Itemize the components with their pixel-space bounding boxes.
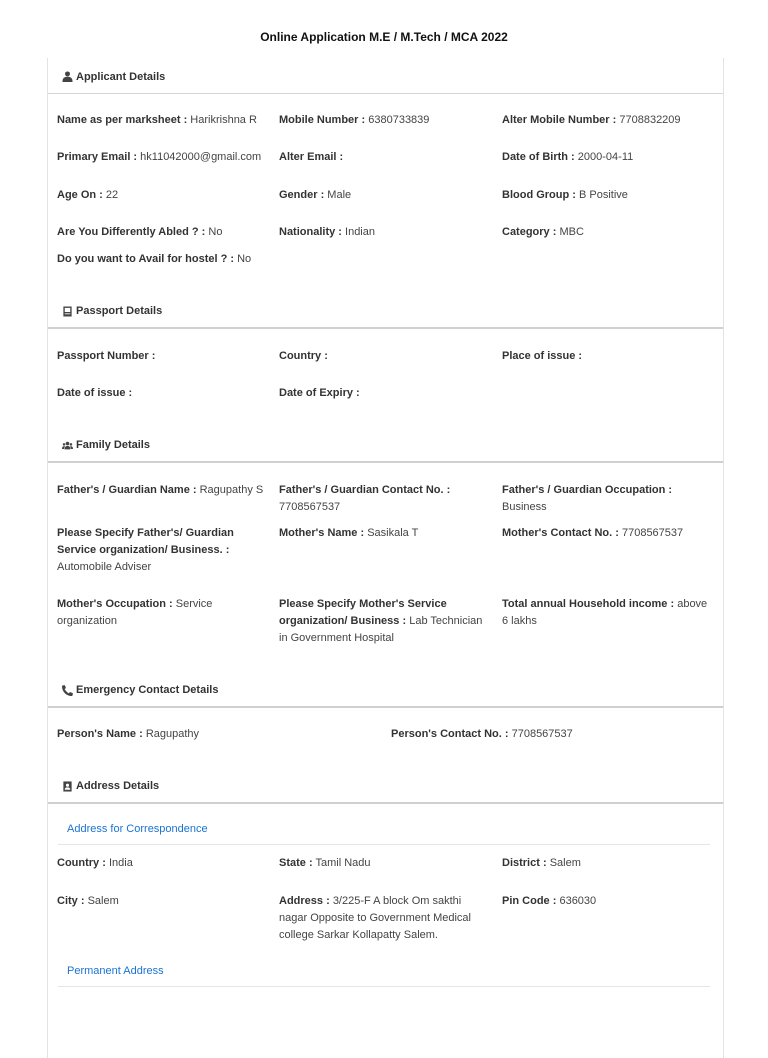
field-dob: Date of Birth : 2000-04-11 <box>502 151 634 163</box>
section-title: Passport Details <box>76 305 163 317</box>
section-title: Applicant Details <box>76 70 166 83</box>
value-dob: 2000-04-11 <box>577 151 634 163</box>
value-name: Harikrishna R <box>190 114 257 126</box>
field-passport-number: Passport Number : <box>57 350 156 362</box>
value-differently-abled: No <box>208 226 223 238</box>
value-blood-group: B Positive <box>579 189 628 201</box>
field-address-city: City : Salem <box>57 895 119 907</box>
field-mother-occupation: Mother's Occupation : Service organization <box>57 598 213 627</box>
value-primary-email: hk11042000@gmail.com <box>140 151 262 163</box>
field-father-occupation: Father's / Guardian Occupation : Business <box>502 484 673 513</box>
correspondence-address-heading: Address for Correspondence <box>67 823 208 835</box>
field-father-organization: Please Specify Father's/ Guardian Service organization/ Business. : Automobile Adviser <box>57 527 234 573</box>
value-nationality: Indian <box>345 226 375 238</box>
field-alter-mobile: Alter Mobile Number : 7708832209 <box>502 114 681 126</box>
address-details-header <box>48 770 723 804</box>
field-mobile: Mobile Number : 6380733839 <box>279 114 430 126</box>
passport-book-icon <box>61 305 73 317</box>
field-emergency-person-name: Person's Name : Ragupathy <box>57 728 200 740</box>
value-mobile: 6380733839 <box>368 114 430 126</box>
field-father-contact: Father's / Guardian Contact No. : 7708567537 <box>279 484 451 513</box>
passport-details-header <box>48 295 723 329</box>
field-emergency-person-contact: Person's Contact No. : 7708567537 <box>391 728 573 740</box>
section-title: Family Details <box>76 439 150 451</box>
field-mother-contact: Mother's Contact No. : 7708567537 <box>502 527 684 539</box>
field-mother-organization: Please Specify Mother's Service organization/ Business : Lab Technician in Government Hospital <box>279 598 483 644</box>
family-details-header <box>48 429 723 463</box>
field-address-district: District : Salem <box>502 857 581 869</box>
applicant-details-header <box>48 60 723 94</box>
emergency-contact-header <box>48 674 723 708</box>
field-blood-group: Blood Group : B Positive <box>502 189 628 201</box>
users-icon <box>61 439 73 451</box>
field-address-pin: Pin Code : 636030 <box>502 895 597 907</box>
field-passport-country: Country : <box>279 350 328 362</box>
section-title: Emergency Contact Details <box>76 684 219 696</box>
field-hostel: Do you want to Avail for hostel ? : No <box>57 253 252 265</box>
field-gender: Gender : Male <box>279 189 352 201</box>
value-category: MBC <box>559 226 584 238</box>
value-gender: Male <box>327 189 352 201</box>
field-father-name: Father's / Guardian Name : Ragupathy S <box>57 484 264 496</box>
divider <box>58 986 710 987</box>
field-differently-abled: Are You Differently Abled ? : No <box>57 226 223 238</box>
address-book-icon <box>61 780 73 792</box>
field-date-of-expiry: Date of Expiry : <box>279 387 360 399</box>
divider <box>58 844 710 845</box>
field-place-of-issue: Place of issue : <box>502 350 583 362</box>
field-date-of-issue: Date of issue : <box>57 387 133 399</box>
value-alter-mobile: 7708832209 <box>619 114 681 126</box>
phone-icon <box>61 684 73 696</box>
field-address-state: State : Tamil Nadu <box>279 857 371 869</box>
value-hostel: No <box>237 253 252 265</box>
field-address-country: Country : India <box>57 857 133 869</box>
field-mother-name: Mother's Name : Sasikala T <box>279 527 419 539</box>
section-title: Address Details <box>76 780 160 792</box>
application-card <box>47 58 724 1058</box>
user-icon <box>61 71 73 83</box>
field-age: Age On : 22 <box>57 189 119 201</box>
field-household-income: Total annual Household income : above 6 lakhs <box>502 598 708 627</box>
permanent-address-heading: Permanent Address <box>67 965 164 977</box>
field-alter-email: Alter Email : <box>279 151 344 163</box>
field-address-line: Address : 3/225-F A block Om sakthi nagar Opposite to Government Medical college Sarkar Kollapatty Salem. <box>279 895 471 941</box>
field-nationality: Nationality : Indian <box>279 226 375 238</box>
field-category: Category : MBC <box>502 226 584 238</box>
value-age: 22 <box>105 189 119 201</box>
page-title: Online Application M.E / M.Tech / MCA 2022 <box>260 30 508 44</box>
field-primary-email: Primary Email : hk11042000@gmail.com <box>57 151 262 163</box>
field-name: Name as per marksheet : Harikrishna R <box>57 114 257 126</box>
